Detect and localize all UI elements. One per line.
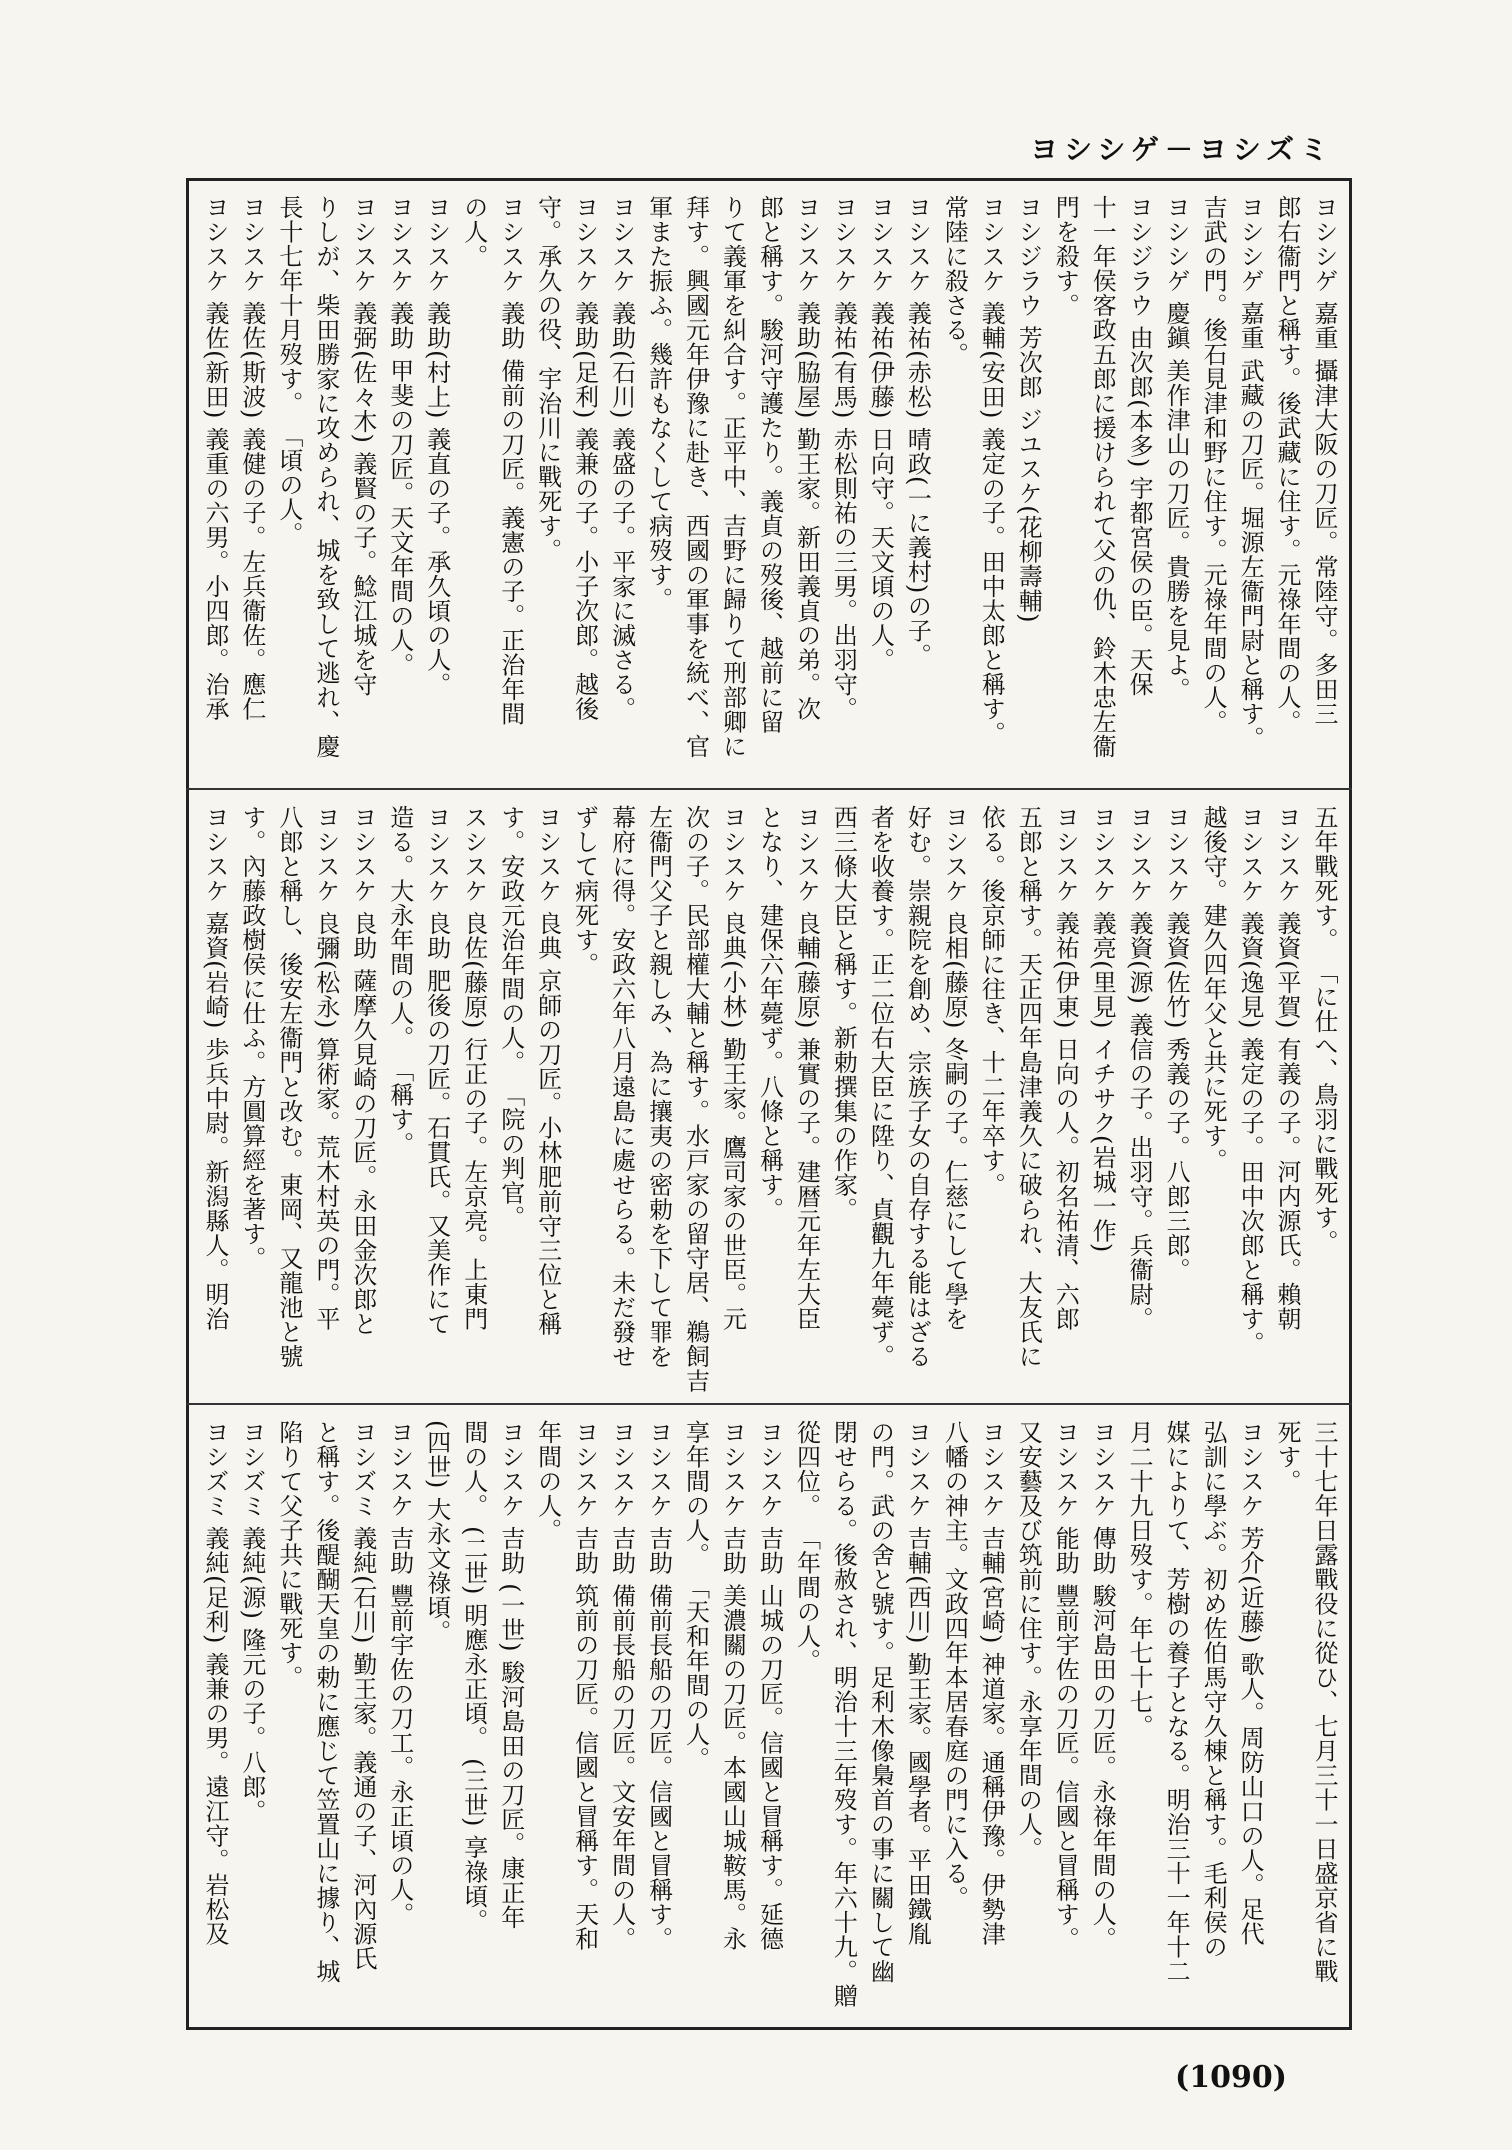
text-column: の門。武の舍と號す。足利木像梟首の事に關して幽 xyxy=(866,1420,895,1984)
text-column: ヨシスケ 能助 豐前宇佐の刀匠。信國と冒稱す。 xyxy=(1051,1420,1080,1951)
text-column: ヨシスケ 吉輔(西川) 勤王家。國學者。平田鐵胤 xyxy=(903,1420,932,1946)
text-column: ヨシスケ 義祐(赤松) 晴政(一に義村)の子。 xyxy=(903,195,932,668)
text-column: ヨシスケ 吉助 備前長船の刀匠。信國と冒稱す。 xyxy=(644,1420,673,1951)
text-column: スシスケ 良佐(藤原) 行正の子。左京亮。上東門 xyxy=(459,805,488,1331)
text-column: ヨシズミ 義純(石川) 勤王家。義通の子、河內源氏 xyxy=(348,1420,377,1971)
text-column: ヨシスケ 良典 京師の刀匠。小林肥前守三位と稱 xyxy=(533,805,562,1336)
text-column: となり、建保六年薨ず。八條と稱す。 xyxy=(755,805,784,1222)
text-column: 次の子。民部權大輔と稱す。水戸家の留守居、鵜飼吉 xyxy=(681,805,710,1393)
text-column: 間の人。 (二世) 明應永正頃。 (三世) 享祿頃。 xyxy=(459,1420,488,1933)
text-column: ヨシスケ 義資(平賀) 有義の子。河内源氏。賴朝 xyxy=(1273,805,1302,1331)
text-column: ヨシスケ 吉輔(宮崎) 神道家。通稱伊豫。伊勢津 xyxy=(977,1420,1006,1946)
text-column: 閉せらる。後赦され、明治十三年歿す。年六十九。贈 xyxy=(829,1420,858,2008)
text-column: 八郎と稱し、後安左衞門と改む。東岡、又龍池と號 xyxy=(274,805,303,1369)
text-column: 弘訓に學ぶ。初め佐伯馬守久棟と稱す。毛利侯の xyxy=(1199,1420,1228,1959)
text-column: ヨシスケ 義亮(里見) イチサク(岩城一作) xyxy=(1088,805,1117,1253)
text-column: ヨシスケ 義助 備前の刀匠。義憲の子。正治年間 xyxy=(496,195,525,726)
text-column: ヨシスケ 義助(石川) 義盛の子。平家に滅さる。 xyxy=(607,195,636,721)
text-column: 月二十九日歿す。年七十七。 xyxy=(1125,1420,1154,1739)
text-column: ヨシスケ 吉助 筑前の刀匠。信國と冒稱す。天和 xyxy=(570,1420,599,1951)
text-column: ヨシスケ 良助 薩摩久見崎の刀匠。永田金次郎と xyxy=(348,805,377,1336)
text-column: 十一年侯客政五郎に援けられて父の仇、鈴木忠左衞 xyxy=(1088,195,1117,759)
text-column: 郎右衞門と稱す。後武藏に住す。元祿年間の人。 xyxy=(1273,195,1302,734)
text-column: ヨシスケ 嘉資(岩崎) 歩兵中尉。新潟縣人。明治 xyxy=(200,805,229,1331)
middle-tier xyxy=(196,805,1342,1395)
text-column: ヨシスケ 義弼(佐々木) 義賢の子。鯰江城を守 xyxy=(348,195,377,697)
text-column: ヨシスケ 義助(脇屋) 勤王家。新田義貞の弟。次 xyxy=(792,195,821,721)
text-column: ヨシスケ 義助 甲斐の刀匠。天文年間の人。 xyxy=(385,195,414,677)
text-column: 年間の人。 xyxy=(533,1420,562,1543)
text-column: 死す。 xyxy=(1273,1420,1302,1494)
text-column: ヨシスケ 義佐(斯波) 義健の子。左兵衞佐。應仁 xyxy=(237,195,266,721)
text-column: 吉武の門。後石見津和野に住す。元祿年間の人。 xyxy=(1199,195,1228,734)
text-column: ヨシシゲ 嘉重 攝津大阪の刀匠。常陸守。多田三 xyxy=(1310,195,1338,726)
text-column: ヨシシゲ 嘉重 武藏の刀匠。堀源左衞門尉と稱す。 xyxy=(1236,195,1265,751)
text-column: 從四位。 「年間の人。 xyxy=(792,1420,821,1674)
text-column: 依る。後京師に往き、十二年卒す。 xyxy=(977,805,1006,1197)
text-column: 越後守。建久四年父と共に死す。 xyxy=(1199,805,1228,1173)
text-column: す。內藤政樹侯に仕ふ。方圓算經を著す。 xyxy=(237,805,266,1271)
text-column: 左衞門父子と親しみ、為に攘夷の密勅を下して罪を xyxy=(644,805,673,1369)
text-column: 五年戰死す。 「に仕へ、鳥羽に戰死す。 xyxy=(1310,805,1338,1255)
text-column: ヨシスケ 良典(小林) 勤王家。鷹司家の世臣。元 xyxy=(718,805,747,1331)
text-column: 五郎と稱す。天正四年島津義久に破られ、大友氏に xyxy=(1014,805,1043,1369)
bottom-tier xyxy=(196,1420,1342,2020)
text-column: ヨシスケ 吉助 備前長船の刀匠。文安年間の人。 xyxy=(607,1420,636,1951)
page-header: ヨシシゲ－ヨシズミ xyxy=(1030,133,1334,166)
text-column: 門を殺す。 xyxy=(1051,195,1080,318)
text-column: 陷りて父子共に戰死す。 xyxy=(274,1420,303,1690)
text-column: ヨシスケ 良輔(藤原) 兼實の子。建暦元年左大臣 xyxy=(792,805,821,1331)
text-column: 幕府に得。安政六年八月遠島に處せらる。未だ發せ xyxy=(607,805,636,1369)
text-column: 者を收養す。正二位右大臣に陞り、貞觀九年薨ず。 xyxy=(866,805,895,1369)
text-column: 軍また振ふ。幾許もなくして病歿す。 xyxy=(644,195,673,612)
tier-divider-top xyxy=(186,788,1352,790)
text-column: ヨシスケ 義助(村上) 義直の子。承久頃の人。 xyxy=(422,195,451,697)
text-column: ヨシジラウ 由次郎(本多) 宇都宮侯の臣。天保 xyxy=(1125,195,1154,697)
text-column: 八幡の神主。文政四年本居春庭の門に入る。 xyxy=(940,1420,969,1910)
text-column: ヨシスケ 良相(藤原) 冬嗣の子。仁慈にして學を xyxy=(940,805,969,1331)
text-column: ヨシスケ 義祐(伊東) 日向の人。初名祐清、六郎 xyxy=(1051,805,1080,1331)
text-column: (四世) 大永文祿頃。 xyxy=(422,1420,451,1644)
text-column: 西三條大臣と稱す。新勅撰集の作家。 xyxy=(829,805,858,1222)
text-column: 媒によりて、芳樹の養子となる。明治三十一年十二 xyxy=(1162,1420,1191,1984)
text-column: す。安政元治年間の人。 「院の判官。 xyxy=(496,805,525,1230)
text-column: 長十七年十月歿す。 「頃の人。 xyxy=(274,195,303,547)
text-column: 好む。崇親院を創め、宗族子女の自存する能はざる xyxy=(903,805,932,1369)
text-column: ヨシスケ 芳介(近藤) 歌人。周防山口の人。足代 xyxy=(1236,1420,1265,1946)
text-column: 拜す。興國元年伊豫に赴き、西國の軍事を統べ、官 xyxy=(681,195,710,759)
text-column: ヨシスケ 義祐(伊藤) 日向守。天文頃の人。 xyxy=(866,195,895,672)
text-column: の人。 xyxy=(459,195,488,269)
text-column: ヨシスケ 義資(佐竹) 秀義の子。八郎三郎。 xyxy=(1162,805,1191,1282)
text-column: ヨシスケ 吉助 美濃關の刀匠。本國山城鞍馬。永 xyxy=(718,1420,747,1951)
text-column: ずして病死す。 xyxy=(570,805,599,977)
page-number: (1090) xyxy=(1175,2060,1287,2095)
text-column: ヨシスケ 吉助 豐前宇佐の刀工。永正頃の人。 xyxy=(385,1420,414,1927)
text-column: ヨシスケ 良助 肥後の刀匠。石貫氏。又美作にて xyxy=(422,805,451,1336)
text-column: 郎と稱す。駿河守護たり。義貞の歿後、越前に留 xyxy=(755,195,784,734)
tier-divider-bottom xyxy=(186,1403,1352,1405)
text-column: ヨシスケ 義輔(安田) 義定の子。田中太郎と稱す。 xyxy=(977,195,1006,746)
top-tier xyxy=(196,195,1342,780)
text-column: ヨシスケ 吉助 山城の刀匠。信國と冒稱す。延德 xyxy=(755,1420,784,1951)
text-column: ヨシスケ 義資(源) 義信の子。出羽守。兵衞尉。 xyxy=(1125,805,1154,1331)
text-column: ヨシスケ 義佐(新田) 義重の六男。小四郎。治承 xyxy=(200,195,229,721)
text-column: 造る。大永年間の人。 「稱す。 xyxy=(385,805,414,1157)
text-column: ヨシスケ 義資(逸見) 義定の子。田中次郎と稱す。 xyxy=(1236,805,1265,1356)
text-column: ヨシスケ 義助(足利) 義兼の子。小子次郎。越後 xyxy=(570,195,599,721)
text-column: 又安藝及び筑前に住す。永享年間の人。 xyxy=(1014,1420,1043,1861)
text-column: 守。承久の役、宇治川に戰死す。 xyxy=(533,195,562,563)
text-column: 三十七年日露戰役に從ひ、七月三十一日盛京省に戰 xyxy=(1310,1420,1338,1984)
text-column: りて義軍を糾合す。正平中、吉野に歸りて刑部卿に xyxy=(718,195,747,759)
text-column: 享年間の人。 「天和年間の人。 xyxy=(681,1420,710,1772)
text-column: りしが、柴田勝家に攻められ、城を致して逃れ、慶 xyxy=(311,195,340,759)
text-column: 常陸に殺さる。 xyxy=(940,195,969,367)
text-column: ヨシシゲ 慶鎭 美作津山の刀匠。貴勝を見よ。 xyxy=(1162,195,1191,702)
text-column: ヨシジラウ 芳次郎 ジユスケ(花柳壽輔) xyxy=(1014,195,1043,623)
text-column: ヨシズミ 義純(足利) 義兼の男。遠江守。岩松及 xyxy=(200,1420,229,1946)
text-column: ヨシスケ 良彌(松永) 算術家。荒木村英の門。平 xyxy=(311,805,340,1331)
text-column: ヨシスケ 傳助 駿河島田の刀匠。永祿年間の人。 xyxy=(1088,1420,1117,1951)
text-column: ヨシズミ 義純(源) 隆元の子。八郎。 xyxy=(237,1420,266,1824)
text-column: と稱す。後醍醐天皇の勅に應じて笠置山に據り、城 xyxy=(311,1420,340,1984)
text-column: ヨシスケ 義祐(有馬) 赤松則祐の三男。出羽守。 xyxy=(829,195,858,721)
text-column: ヨシスケ 吉助 (一世) 駿河島田の刀匠。康正年 xyxy=(496,1420,525,1930)
